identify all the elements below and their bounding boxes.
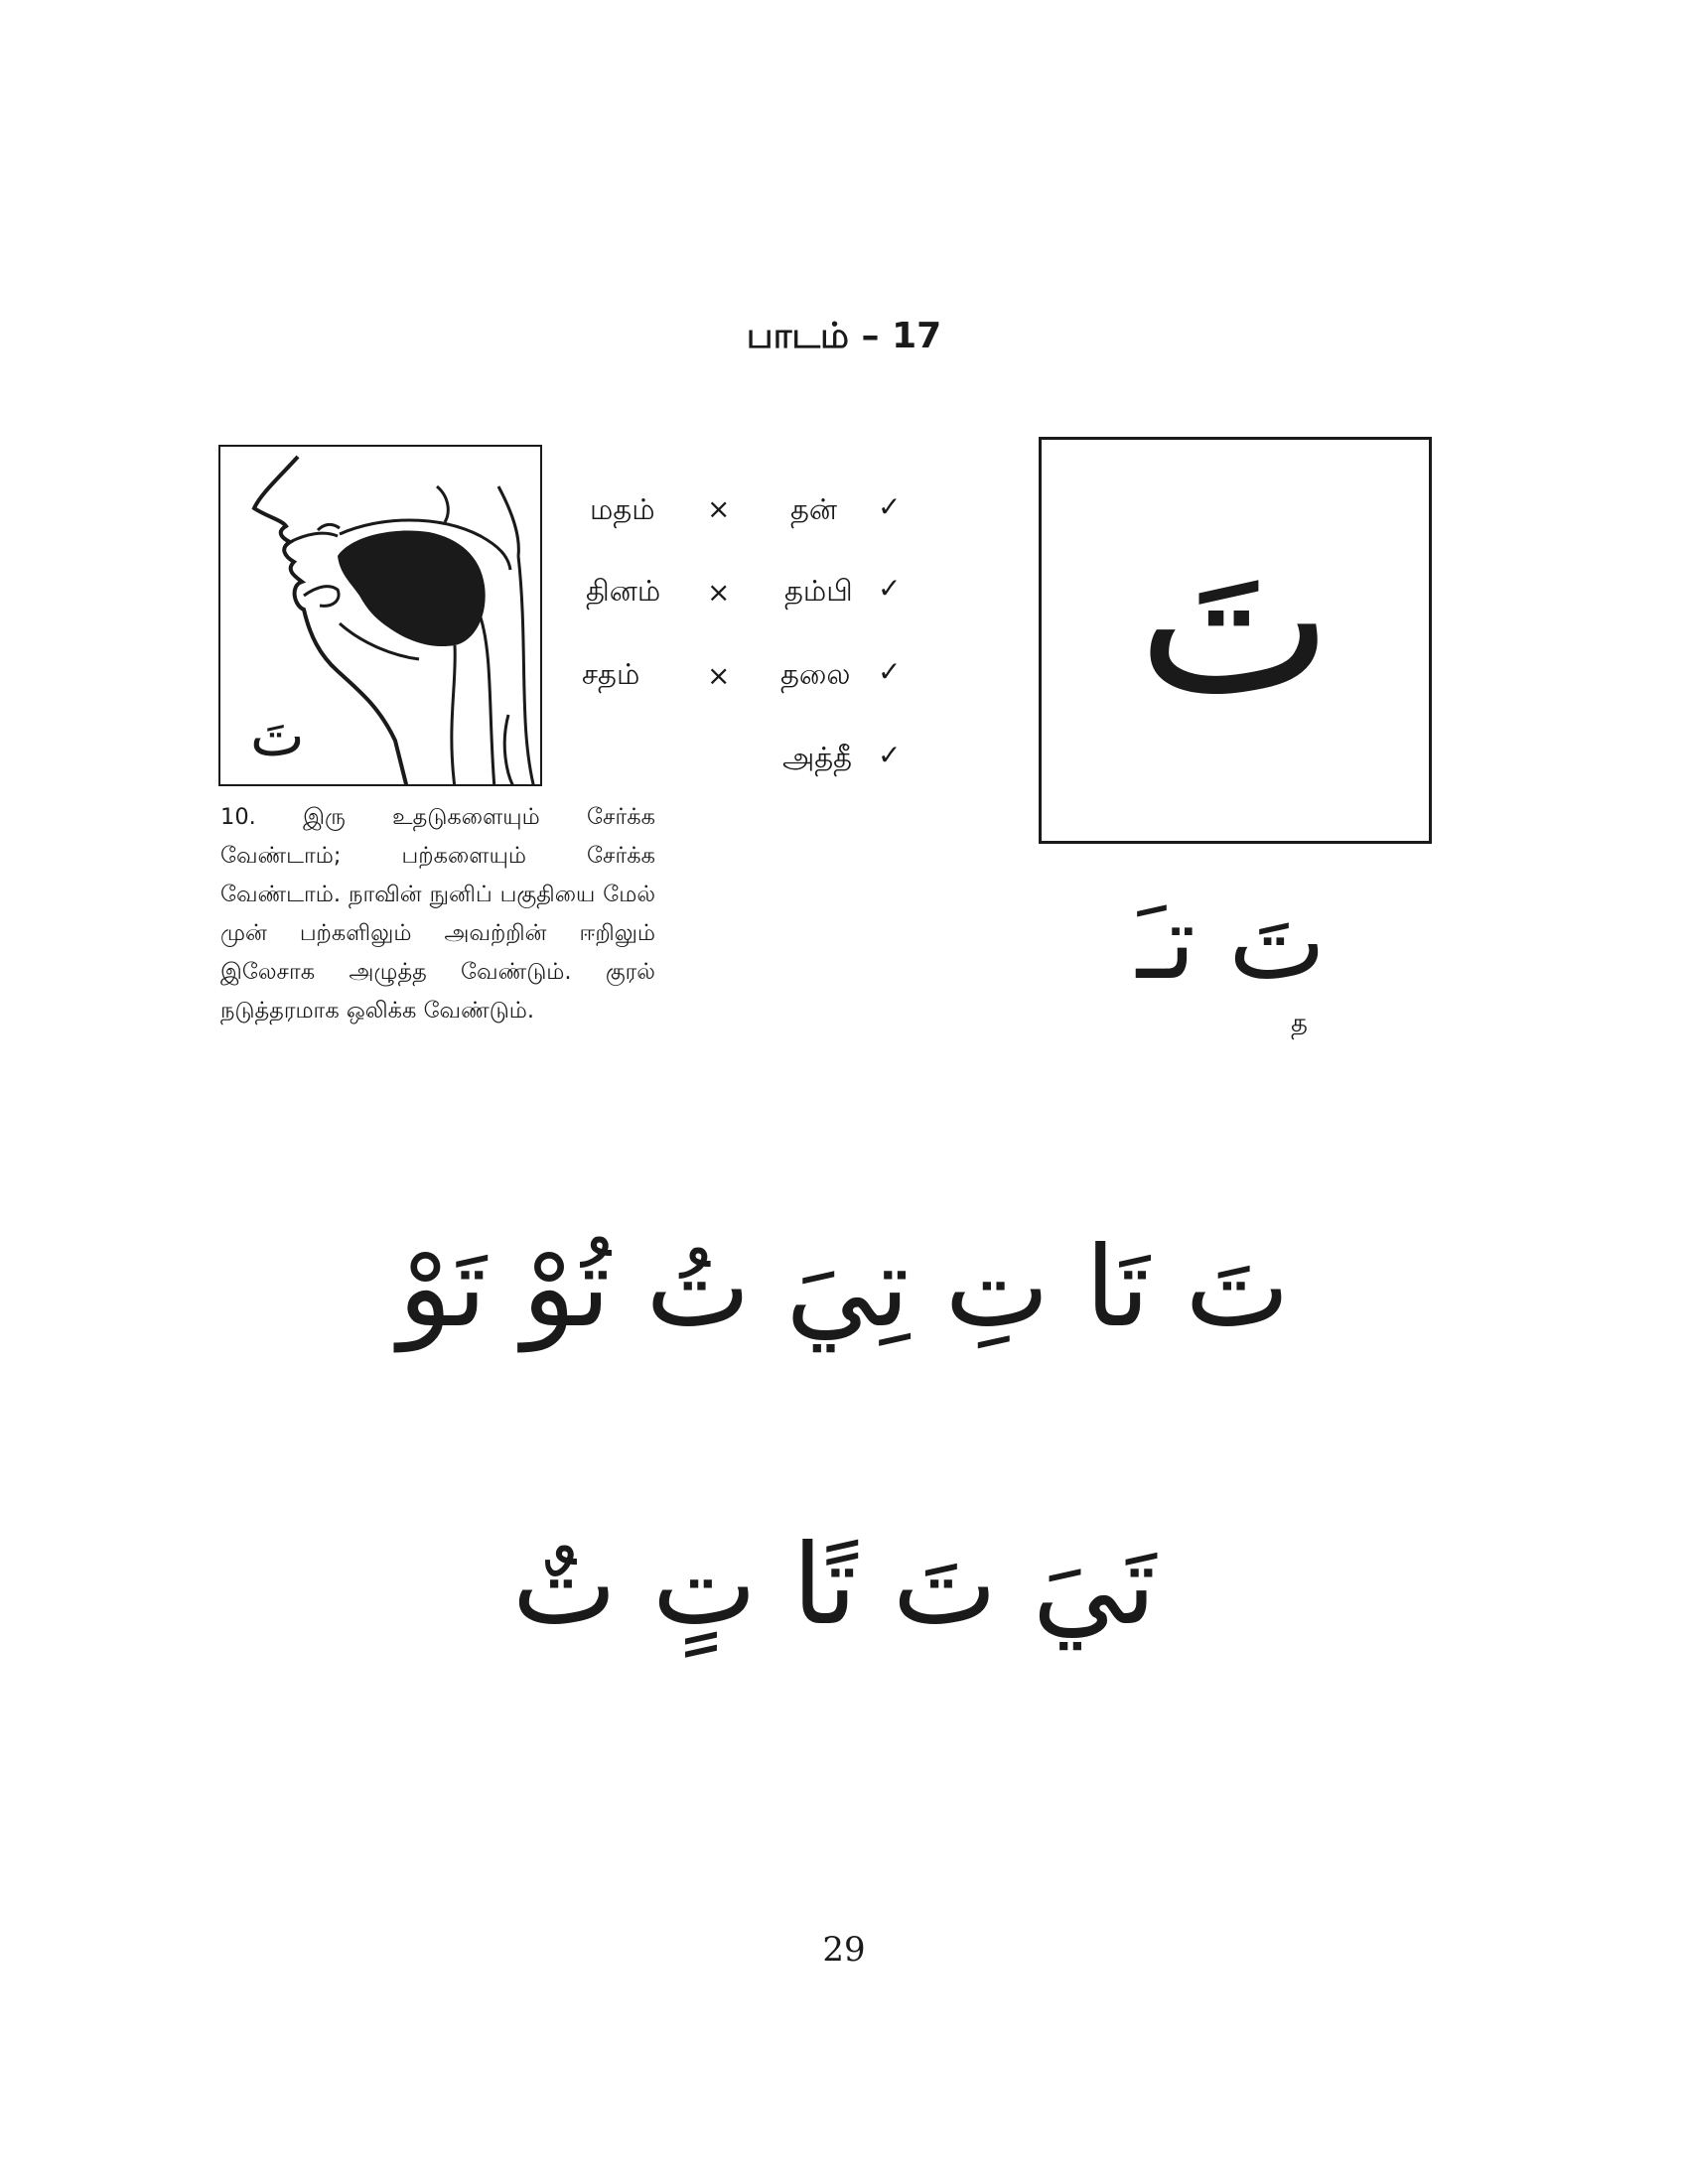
wrong-word: தினம் <box>586 574 661 608</box>
right-word: அத்தீ <box>782 741 853 774</box>
check-icon: ✓ <box>878 655 902 688</box>
right-word: தன் <box>790 492 838 526</box>
check-icon: ✓ <box>878 572 902 605</box>
cross-icon: × <box>707 492 731 525</box>
practice-row-1: تَ تَا تِ تِيَ تُ تُوْ تَوْ <box>398 1223 1290 1352</box>
wrong-word: சதம் <box>582 657 640 691</box>
check-icon: ✓ <box>878 739 902 771</box>
big-letter: تَ <box>1137 498 1334 742</box>
lesson-title: பாடம் – 17 <box>746 316 942 356</box>
cross-icon: × <box>707 576 731 609</box>
practice-row-2: تَيَ تَ تًا تٍ تٌ <box>511 1521 1157 1650</box>
mouth-diagram <box>218 445 542 786</box>
right-word: தலை <box>780 657 851 691</box>
mouth-diagram-letter: تَ <box>250 702 305 769</box>
right-word: தம்பி <box>784 574 853 608</box>
wrong-word: மதம் <box>590 492 655 526</box>
letter-forms: تَ تـَ <box>1136 882 1327 1003</box>
tamil-equivalent: த <box>1291 1009 1308 1038</box>
letter-box <box>1039 437 1432 844</box>
check-icon: ✓ <box>878 490 902 523</box>
pronunciation-instruction: 10. இரு உதடுகளையும் சேர்க்க வேண்டாம்; பற்களையும் சேர்க்க வேண்டாம். நாவின் நுனிப் பகுதியை மேல் முன் பற்களிலும் அவற்றின் ஈறிலும் இலேசாக அழுத்த வேண்டும். குரல் நடுத்தரமாக ஒலிக்க வேண்டும். <box>220 804 655 1024</box>
cross-icon: × <box>707 659 731 692</box>
page-number: 29 <box>822 1930 866 1970</box>
